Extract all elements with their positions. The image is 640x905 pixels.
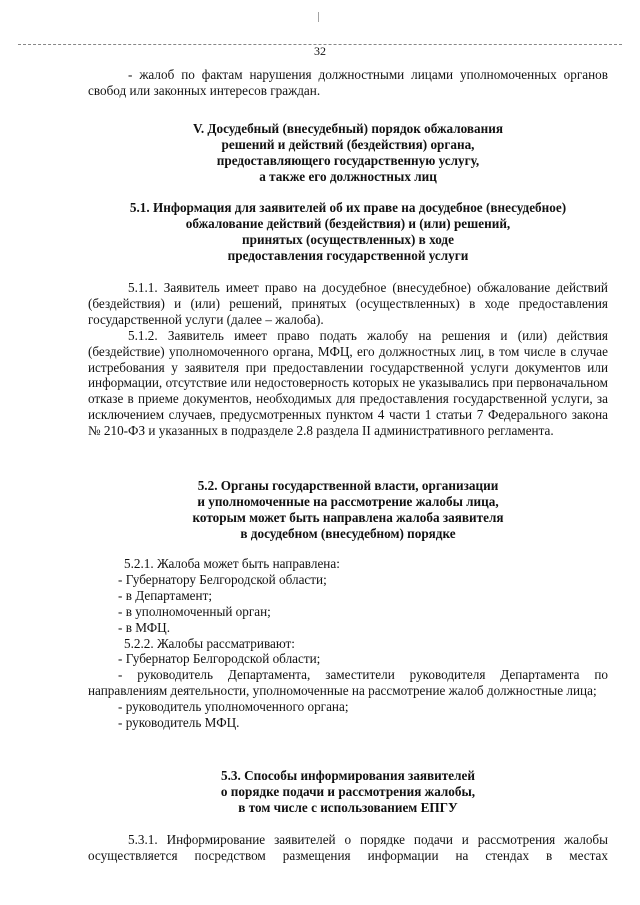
heading-line: решений и действий (бездействия) органа, (221, 137, 475, 152)
list-item: - в уполномоченный орган; (118, 603, 271, 619)
section-5-1-body (88, 280, 608, 439)
paragraph-5-3-1: 5.3.1. Информирование заявителей о порядке подачи и рассмотрения жалобы осуществляется посредством размещения информации на стендах в местах (88, 832, 608, 863)
heading-line: 5.1. Информация для заявителей об их праве на досудебное (внесудебное) (129, 200, 567, 215)
page-number: 32 (314, 44, 326, 58)
section-5-3-heading (88, 768, 608, 816)
list-item: - Губернатору Белгородской области; (118, 571, 327, 587)
section-5-1-heading (88, 200, 608, 264)
section-5-2-body (88, 556, 608, 731)
heading-line: о порядке подачи и рассмотрения жалобы, (220, 784, 476, 799)
intro-text: - жалоб по фактам нарушения должностными лицами уполномоченных органов свобод или законных интересов граждан. (88, 67, 608, 98)
scan-mark (318, 12, 319, 22)
paragraph-5-2-2: 5.2.2. Жалобы рассматривают: (124, 635, 295, 651)
list-item: - руководитель Департамента, заместители руководителя Департамента по направлениям деятельности, уполномоченные на рассмотрение жалоб должностные лица; (88, 667, 608, 699)
section-5-3-body (88, 832, 608, 864)
heading-line: 5.3. Способы информирования заявителей (221, 768, 475, 783)
list-item: - руководитель МФЦ. (118, 715, 240, 731)
list-item: - в Департамент; (118, 587, 213, 603)
paragraph-5-1-1: 5.1.1. Заявитель имеет право на досудебное (внесудебное) обжалование действий (бездействия) и (или) решений, принятых (осуществленных) в ходе предоставления государственной услуги (далее – жалоба). (88, 280, 608, 327)
paragraph-5-1-2: 5.1.2. Заявитель имеет право подать жалобу на решения и (или) действия (бездействие) уполномоченного органа, МФЦ, его должностных лиц, в том числе в случае истребования у заявителя при предоставлении государственной услуги документов или информации, отсутствие или недостоверность которых не указывались при первоначальном отказе в приеме документов, необходимых для предоставления государственной услуги, за исключением случаев, предусмотренных пунктом 4 части 1 статьи 7 Федерального закона № 210-ФЗ и указанных в подразделе 2.8 раздела II административного регламента. (88, 327, 608, 439)
list-item: - в МФЦ. (118, 619, 171, 635)
heading-line: в досудебном (внесудебном) порядке (240, 526, 456, 541)
section-5-2-heading (88, 478, 608, 542)
heading-line: а также его должностных лиц (259, 169, 437, 184)
heading-line: принятых (осуществленных) в ходе (242, 232, 454, 247)
heading-line: предоставляющего государственную услугу, (216, 153, 480, 168)
paragraph-5-2-1: 5.2.1. Жалоба может быть направлена: (124, 556, 340, 571)
heading-line: V. Досудебный (внесудебный) порядок обжалования (193, 121, 503, 136)
section-5-heading (88, 121, 608, 185)
list-item: - руководитель уполномоченного органа; (118, 699, 349, 715)
heading-line: 5.2. Органы государственной власти, организации (197, 478, 499, 493)
heading-line: предоставления государственной услуги (227, 248, 469, 263)
heading-line: которым может быть направлена жалоба заявителя (192, 510, 504, 525)
intro-paragraph (88, 67, 608, 99)
list-item: - Губернатор Белгородской области; (118, 651, 321, 667)
heading-line: в том числе с использованием ЕПГУ (238, 800, 458, 815)
heading-line: и уполномоченные на рассмотрение жалобы лица, (197, 494, 499, 509)
heading-line: обжалование действий (бездействия) и (или) решений, (185, 216, 511, 231)
